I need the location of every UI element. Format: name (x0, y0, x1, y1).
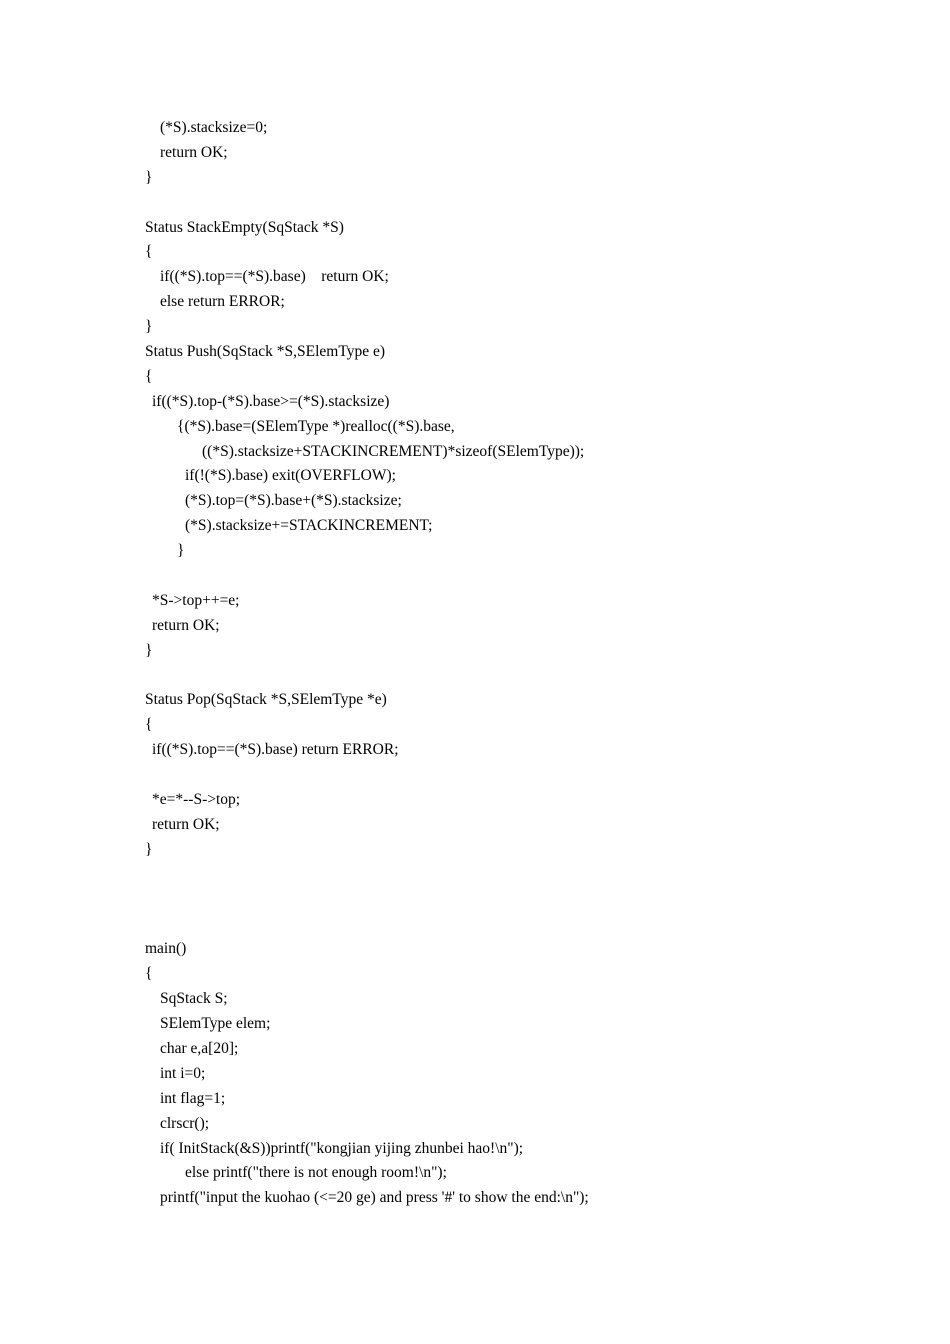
code-line: return OK; (152, 616, 220, 634)
code-listing (0, 116, 950, 1211)
code-line: { (145, 965, 153, 983)
code-line: Status Pop(SqStack *S,SElemType *e) (145, 691, 387, 709)
code-line: *S->top++=e; (152, 591, 240, 609)
code-line (0, 913, 950, 938)
code-line: else return ERROR; (160, 293, 285, 311)
code-line (0, 863, 950, 888)
code-line: SqStack S; (160, 990, 228, 1008)
code-line: return OK; (152, 815, 220, 833)
code-line: Status StackEmpty(SqStack *S) (145, 218, 344, 236)
code-line: } (145, 641, 153, 659)
code-line: if((*S).top==(*S).base) return ERROR; (152, 741, 399, 759)
code-line: char e,a[20]; (160, 1039, 239, 1057)
code-line: { (145, 243, 153, 261)
code-line: (*S).stacksize=0; (160, 119, 268, 136)
code-line: printf("input the kuohao (<=20 ge) and press '#' to show the end:\n"); (160, 1189, 589, 1207)
code-line: } (145, 318, 153, 336)
code-line: {(*S).base=(SElemType *)realloc((*S).base, (177, 417, 455, 435)
code-line: if( InitStack(&S))printf("kongjian yijing zhunbei hao!\n"); (160, 1139, 524, 1157)
code-line (0, 888, 950, 913)
code-line (0, 763, 950, 788)
code-line: if(!(*S).base) exit(OVERFLOW); (185, 467, 396, 485)
code-line: return OK; (160, 143, 228, 161)
code-line (0, 191, 950, 216)
code-line: (*S).top=(*S).base+(*S).stacksize; (185, 492, 402, 510)
code-line: int flag=1; (160, 1089, 226, 1107)
code-line: } (145, 168, 153, 186)
code-line: else printf("there is not enough room!\n"); (185, 1164, 447, 1182)
code-line: } (145, 840, 153, 858)
code-line: { (145, 367, 153, 385)
code-line: } (177, 542, 185, 560)
code-line: { (145, 716, 153, 734)
code-line: *e=*--S->top; (152, 791, 241, 809)
code-line: ((*S).stacksize+STACKINCREMENT)*sizeof(SElemType)); (202, 442, 585, 460)
code-line (0, 664, 950, 689)
code-line: Status Push(SqStack *S,SElemType e) (145, 343, 386, 361)
code-line: int i=0; (160, 1064, 206, 1082)
code-line: clrscr(); (160, 1114, 210, 1132)
code-line: (*S).stacksize+=STACKINCREMENT; (185, 517, 433, 535)
code-line (0, 564, 950, 589)
code-line: if((*S).top-(*S).base>=(*S).stacksize) (152, 392, 390, 410)
code-line: if((*S).top==(*S).base) return OK; (160, 268, 389, 286)
code-line: SElemType elem; (160, 1015, 271, 1033)
code-line: main() (145, 940, 187, 958)
